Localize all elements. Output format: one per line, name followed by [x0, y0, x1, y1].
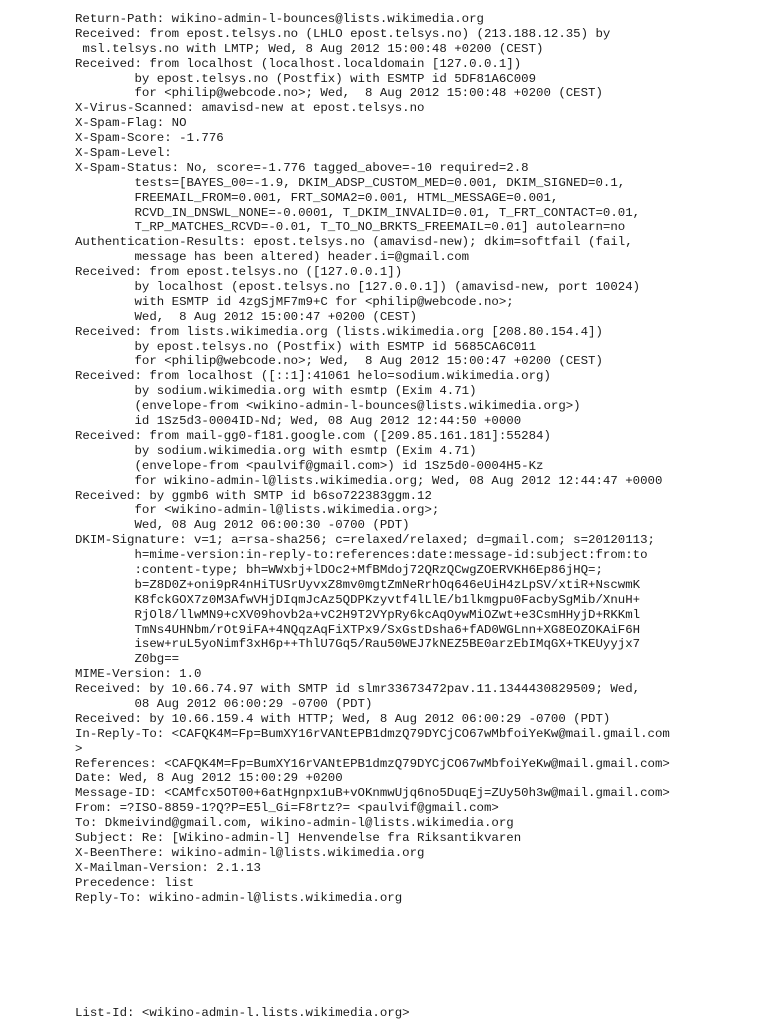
header-line: DKIM-Signature: v=1; a=rsa-sha256; c=relaxed/relaxed; d=gmail.com; s=20120113; — [75, 533, 655, 548]
header-line: RjOl8/llwMN9+cXV09hovb2a+vC2H9T2VYpRy6kcAqOywMiOZwt+e3CsmHHyjD+RKKml — [75, 607, 641, 622]
email-headers — [75, 12, 760, 905]
header-line: X-Spam-Flag: NO — [75, 116, 187, 131]
header-line: Received: from localhost ([::1]:41061 helo=sodium.wikimedia.org) — [75, 369, 551, 384]
header-line: X-Spam-Status: No, score=-1.776 tagged_above=-10 required=2.8 — [75, 160, 529, 175]
header-line: by localhost (epost.telsys.no [127.0.0.1]) (amavisd-new, port 10024) — [75, 280, 641, 295]
header-line: by sodium.wikimedia.org with esmtp (Exim 4.71) — [75, 443, 477, 458]
header-line: b=Z8D0Z+oni9pR4nHiTUSrUyvxZ8mv0mgtZmNeRrhOq646eUiH4zLpSV/xtiR+NscwmK — [75, 577, 641, 592]
header-line: isew+ruL5yoNimf3xH6p++ThlU7Gq5/Rau50WEJ7kNEZ5BE0arzEbIMqGX+TKEUyyjx7 — [75, 637, 641, 652]
header-line: References: <CAFQK4M=Fp=BumXY16rVANtEPB1dmzQ79DYCjCO67wMbfoiYeKw@mail.gmail.com> — [75, 756, 670, 771]
header-line: with ESMTP id 4zgSjMF7m9+C for <philip@webcode.no>; — [75, 294, 514, 309]
header-line: TmNs4UHNbm/rOt9iFA+4NQqzAqFiXTPx9/SxGstDsha6+fAD0WGLnn+XG8EOZOKAiF6H — [75, 622, 641, 637]
header-line: Message-ID: <CAMfcx5OT00+6atHgnpx1uB+vOKnmwUjq6no5DuqEj=ZUy50h3w@mail.gmail.com> — [75, 786, 670, 801]
header-line: by epost.telsys.no (Postfix) with ESMTP id 5DF81A6C009 — [75, 71, 537, 86]
header-line: Date: Wed, 8 Aug 2012 15:00:29 +0200 — [75, 771, 343, 786]
header-line: Z0bg== — [75, 652, 180, 667]
header-line: Wed, 08 Aug 2012 06:00:30 -0700 (PDT) — [75, 518, 410, 533]
header-line: (envelope-from <wikino-admin-l-bounces@lists.wikimedia.org>) — [75, 399, 581, 414]
header-line: RCVD_IN_DNSWL_NONE=-0.0001, T_DKIM_INVALID=0.01, T_FRT_CONTACT=0.01, — [75, 205, 641, 220]
header-line: In-Reply-To: <CAFQK4M=Fp=BumXY16rVANtEPB1dmzQ79DYCjCO67wMbfoiYeKw@mail.gmail.com — [75, 726, 670, 741]
header-line: by sodium.wikimedia.org with esmtp (Exim 4.71) — [75, 384, 477, 399]
header-line: by epost.telsys.no (Postfix) with ESMTP id 5685CA6C011 — [75, 339, 537, 354]
header-line: Received: from localhost (localhost.localdomain [127.0.0.1]) — [75, 56, 522, 71]
header-line: 08 Aug 2012 06:00:29 -0700 (PDT) — [75, 696, 373, 711]
header-line: > — [75, 741, 83, 756]
header-line: MIME-Version: 1.0 — [75, 667, 202, 682]
header-line: From: =?ISO-8859-1?Q?P=E5l_Gi=F8rtz?= <paulvif@gmail.com> — [75, 801, 499, 816]
header-line: for wikino-admin-l@lists.wikimedia.org; Wed, 08 Aug 2012 12:44:47 +0000 — [75, 473, 663, 488]
header-line: Received: from epost.telsys.no (LHLO epost.telsys.no) (213.188.12.35) by — [75, 26, 611, 41]
header-line: Received: by 10.66.159.4 with HTTP; Wed, 8 Aug 2012 06:00:29 -0700 (PDT) — [75, 711, 611, 726]
header-line: To: Dkmeivind@gmail.com, wikino-admin-l@lists.wikimedia.org — [75, 816, 514, 831]
header-line: FREEMAIL_FROM=0.001, FRT_SOMA2=0.001, HTML_MESSAGE=0.001, — [75, 190, 559, 205]
header-line: for <philip@webcode.no>; Wed, 8 Aug 2012 15:00:47 +0200 (CEST) — [75, 354, 603, 369]
header-line: X-Spam-Score: -1.776 — [75, 131, 224, 146]
header-line: Precedence: list — [75, 875, 194, 890]
header-line: for <wikino-admin-l@lists.wikimedia.org>; — [75, 503, 440, 518]
header-line: msl.telsys.no with LMTP; Wed, 8 Aug 2012 15:00:48 +0200 (CEST) — [75, 41, 544, 56]
header-line: message has been altered) header.i=@gmail.com — [75, 250, 470, 265]
header-line: Received: by 10.66.74.97 with SMTP id slmr33673472pav.11.1344430829509; Wed, — [75, 682, 641, 697]
header-line: X-Spam-Level: — [75, 146, 172, 161]
header-line: Received: from epost.telsys.no ([127.0.0.1]) — [75, 265, 403, 280]
header-line: :content-type; bh=WWxbj+lDOc2+MfBMdoj72QRzQCwgZOERVKH6Ep86jHQ=; — [75, 562, 603, 577]
header-line: Received: from lists.wikimedia.org (lists.wikimedia.org [208.80.154.4]) — [75, 324, 603, 339]
header-line: Wed, 8 Aug 2012 15:00:47 +0200 (CEST) — [75, 309, 418, 324]
header-line: Subject: Re: [Wikino-admin-l] Henvendelse fra Riksantikvaren — [75, 830, 522, 845]
header-line: K8fckGOX7z0M3AfwVHjDIqmJcAz5QDPKzyvtf4lLlE/b1lkmgpu0FacbySgMib/XnuH+ — [75, 592, 641, 607]
header-line: X-Virus-Scanned: amavisd-new at epost.telsys.no — [75, 101, 425, 116]
list-id-header: List-Id: <wikino-admin-l.lists.wikimedia.org> — [75, 1006, 410, 1020]
header-line: Received: from mail-gg0-f181.google.com ([209.85.161.181]:55284) — [75, 428, 551, 443]
header-line: (envelope-from <paulvif@gmail.com>) id 1Sz5d0-0004H5-Kz — [75, 458, 544, 473]
header-line: h=mime-version:in-reply-to:references:date:message-id:subject:from:to — [75, 548, 648, 563]
header-line: tests=[BAYES_00=-1.9, DKIM_ADSP_CUSTOM_MED=0.001, DKIM_SIGNED=0.1, — [75, 175, 626, 190]
header-line: X-BeenThere: wikino-admin-l@lists.wikimedia.org — [75, 845, 425, 860]
header-line: id 1Sz5d3-0004ID-Nd; Wed, 08 Aug 2012 12:44:50 +0000 — [75, 414, 522, 429]
header-line: Authentication-Results: epost.telsys.no (amavisd-new); dkim=softfail (fail, — [75, 235, 633, 250]
header-line: X-Mailman-Version: 2.1.13 — [75, 860, 261, 875]
header-line: for <philip@webcode.no>; Wed, 8 Aug 2012 15:00:48 +0200 (CEST) — [75, 86, 603, 101]
header-line: Reply-To: wikino-admin-l@lists.wikimedia.org — [75, 890, 403, 905]
header-line: Received: by ggmb6 with SMTP id b6so722383ggm.12 — [75, 488, 432, 503]
header-line: T_RP_MATCHES_RCVD=-0.01, T_TO_NO_BRKTS_FREEMAIL=0.01] autolearn=no — [75, 220, 626, 235]
header-line: Return-Path: wikino-admin-l-bounces@lists.wikimedia.org — [75, 12, 484, 26]
